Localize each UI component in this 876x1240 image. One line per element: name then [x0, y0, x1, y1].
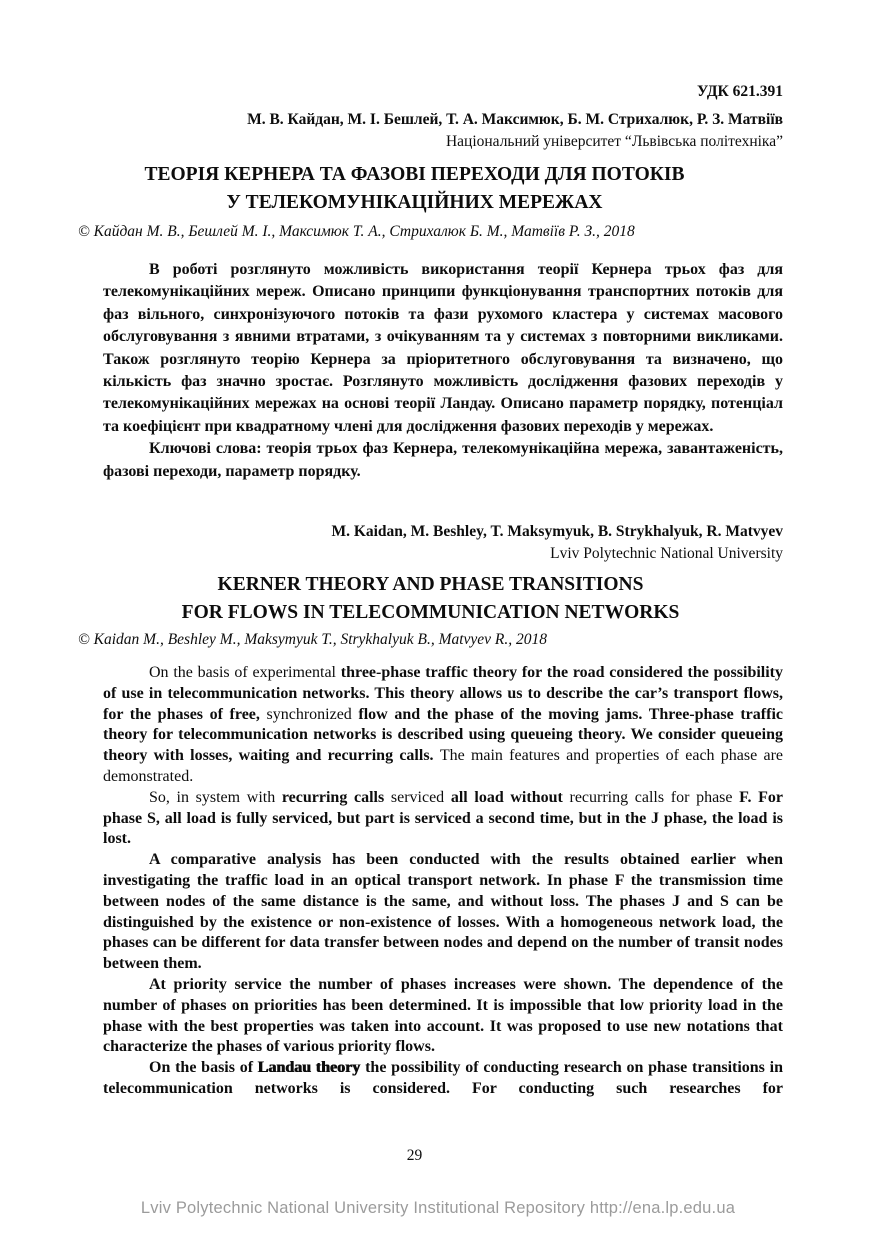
paper-title-en-line2: FOR FLOWS IN TELECOMMUNICATION NETWORKS: [181, 602, 680, 623]
text-run: On the basis of: [149, 1059, 258, 1077]
udc-label: УДК 621.391: [697, 83, 783, 100]
repository-footer: Lviv Polytechnic National University Institutional Repository http://ena.lp.edu.ua: [140, 1199, 736, 1217]
paper-title-uk-line1: ТЕОРІЯ КЕРНЕРА ТА ФАЗОВІ ПЕРЕХОДИ ДЛЯ ПОТОКІВ: [144, 164, 685, 185]
text-run: A comparative analysis has been conducted with the results obtained earlier when investigating the traffic load in an optical transport network. In phase F the transmission time between nodes of the same distance is the same, and without loss. The phases J and S can be distinguished by the existence or non-existence of losses. With a homogeneous network load, the phases can be different for data transfer between nodes and depend on the number of transit nodes between them.: [103, 851, 783, 973]
abstract-uk-body: В роботі розглянуто можливість використання теорії Кернера трьох фаз для телекомунікаційних мереж. Описано принципи функціонування транспортних потоків для фаз вільного, синхронізуючого потоків та фази рухомого кластера у системах масового обслуговування з явними втратами, з очікуванням та у системах з повторними викликами. Також розглянуто теорію Кернера за пріоритетного обслуговування та визначено, що кількість фаз значно зростає. Розглянуто можливість дослідження фазових переходів у телекомунікаційних мережах на основі теорії Ландау. Описано параметр порядку, потенціал та коефіцієнт при квадратному члені для дослідження фазових переходів у мережах.: [103, 261, 783, 435]
authors-en: M. Kaidan, M. Beshley, T. Maksymyuk, B. Strykhalyuk, R. Matvyev: [331, 523, 783, 540]
paper-title-en-line1: KERNER THEORY AND PHASE TRANSITIONS: [217, 574, 644, 595]
text-run: all load without: [450, 788, 563, 806]
abstract-en: [78, 663, 783, 1100]
abstract-uk: [78, 259, 783, 483]
text-run: Landau theory: [257, 1059, 361, 1077]
paper-title-uk-line2: У ТЕЛЕКОМУНІКАЦІЙНИХ МЕРЕЖАХ: [226, 192, 603, 213]
abstract-paragraph-en: [103, 788, 783, 850]
abstract-paragraph-en: [103, 850, 783, 975]
text-run: recurring calls: [281, 788, 385, 806]
abstract-paragraph-en: [103, 663, 783, 788]
text-run: F. For phase S, all load is fully serviced, but part is serviced a second time, but in the J phase, the load is lost.: [103, 788, 783, 848]
text-run: synchronized: [266, 705, 359, 723]
affiliation-uk: Національний університет “Львівська політехніка”: [445, 133, 783, 150]
paper-title-en: [78, 571, 783, 627]
text-run: serviced: [384, 788, 451, 806]
text-run: three-phase traffic theory for the road considered the possibility of use in telecommunication networks. This theory allows us to describe the car’s transport flows, for the phases of free,: [103, 664, 784, 723]
copyright-en: © Kaidan M., Beshley M., Maksymyuk T., Strykhalyuk B., Matvyev R., 2018: [78, 631, 548, 648]
text-run: At priority service the number of phases increases were shown. The dependence of the number of phases on priorities has been determined. It is impossible that low priority load in the phase with the best properties was taken into account. It was proposed to use new notations that characterize the phases of various priority flows.: [103, 975, 783, 1056]
text-run: So, in system with: [149, 788, 282, 806]
text-run: On the basis of experimental: [149, 664, 341, 681]
text-run: The main features and properties of each phase are demonstrated.: [103, 747, 784, 785]
text-run: flow and the phase of the moving jams. Three-phase traffic theory for telecommunication networks is described using queueing theory. We consider queueing theory with losses, waiting and recurring calls.: [103, 705, 783, 765]
abstract-paragraph-en: [103, 975, 783, 1058]
authors-uk: М. В. Кайдан, М. І. Бешлей, Т. А. Максимюк, Б. М. Стрихалюк, Р. З. Матвіїв: [247, 111, 783, 128]
copyright-uk: © Кайдан М. В., Бешлей М. І., Максимюк Т. А., Стрихалюк Б. М., Матвіїв Р. З., 2018: [78, 223, 635, 240]
text-run: the possibility of conducting research on phase transitions in telecommunication networks is considered. For conducting such researches for: [103, 1059, 783, 1097]
keywords-uk: [103, 438, 783, 483]
abstract-paragraph-en: [103, 1058, 783, 1100]
keywords-uk-label: Ключові слова:: [149, 440, 262, 458]
text-run: recurring calls for phase: [562, 788, 740, 806]
affiliation-en: Lviv Polytechnic National University: [550, 545, 783, 562]
page-number: 29: [406, 1147, 423, 1164]
keywords-uk-text: теорія трьох фаз Кернера, телекомунікаційна мережа, завантаженість, фазові переходи, параметр порядку.: [103, 440, 784, 480]
paper-title-uk: [78, 161, 751, 217]
